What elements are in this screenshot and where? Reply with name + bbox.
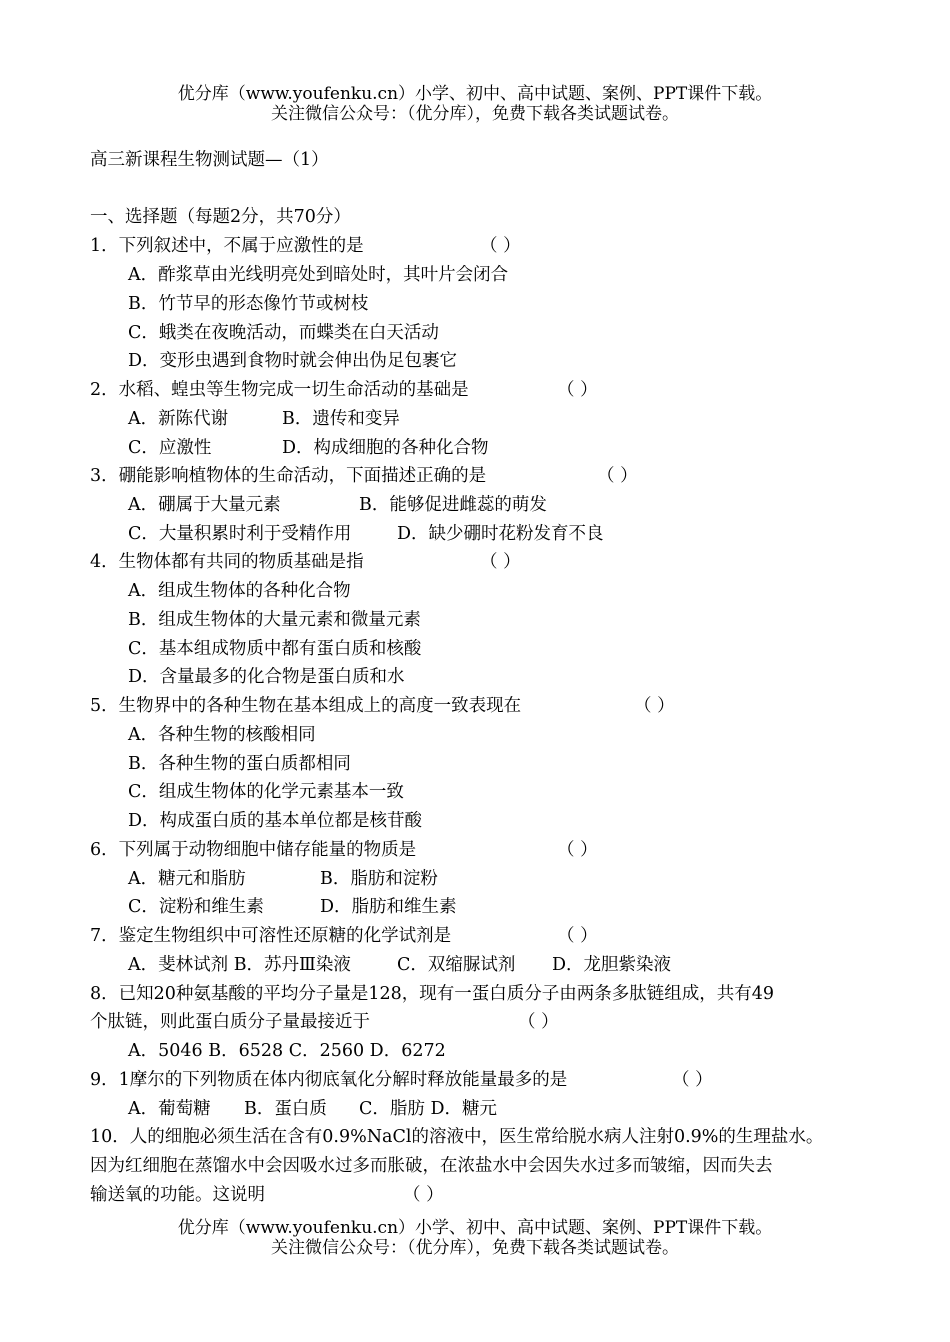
question-8-stem-cont: 个肽链，则此蛋白质分子量最接近于 [90,1012,370,1032]
question-9-stem: 9．1摩尔的下列物质在体内彻底氧化分解时释放能量最多的是 [90,1070,568,1090]
page-title: 高三新课程生物测试题—（1） [90,150,329,170]
answer-blank-9: （ ） [672,1070,713,1090]
question-5-stem: 5．生物界中的各种生物在基本组成上的高度一致表现在 [90,696,522,716]
q4-option-d: D．含量最多的化合物是蛋白质和水 [128,667,405,687]
question-4-stem: 4．生物体都有共同的物质基础是指 [90,552,364,572]
answer-blank-8: （ ） [518,1012,559,1032]
answer-blank-6: （ ） [557,840,598,860]
q7-option-d: D．龙胆紫染液 [552,955,672,975]
q5-option-a: A．各种生物的核酸相同 [128,725,316,745]
q1-option-b: B．竹节早的形态像竹节或树枝 [128,294,369,314]
question-7-stem: 7．鉴定生物组织中可溶性还原糖的化学试剂是 [90,926,452,946]
q4-option-c: C．基本组成物质中都有蛋白质和核酸 [128,639,422,659]
q6-option-b: B．脂肪和淀粉 [320,869,438,889]
q2-option-a: A．新陈代谢 [128,409,229,429]
question-3-stem: 3．硼能影响植物体的生命活动，下面描述正确的是 [90,466,487,486]
answer-blank-7: （ ） [557,926,598,946]
q4-option-b: B．组成生物体的大量元素和微量元素 [128,610,421,630]
question-6-stem: 6．下列属于动物细胞中储存能量的物质是 [90,840,417,860]
answer-blank-2: （ ） [557,380,598,400]
site-header-line2: 关注微信公众号：（优分库），免费下载各类试题试卷。 [271,104,679,124]
q5-option-b: B．各种生物的蛋白质都相同 [128,754,351,774]
q1-option-c: C．蛾类在夜晚活动，而蝶类在白天活动 [128,323,439,343]
question-2-stem: 2．水稻、蝗虫等生物完成一切生命活动的基础是 [90,380,469,400]
site-header-line1: 优分库（www.youfenku.cn）小学、初中、高中试题、案例、PPT课件下载。 [177,84,773,104]
q9-option-b: B．蛋白质 [244,1099,327,1119]
q7-option-c: C．双缩脲试剂 [397,955,516,975]
answer-blank-4: （ ） [480,552,521,572]
q6-option-d: D．脂肪和维生素 [320,897,457,917]
site-footer-line1: 优分库（www.youfenku.cn）小学、初中、高中试题、案例、PPT课件下载。 [177,1218,773,1238]
answer-blank-1: （ ） [480,236,521,256]
q9-option-cd: C．脂肪 D．糖元 [359,1099,497,1119]
q5-option-c: C．组成生物体的化学元素基本一致 [128,782,404,802]
q2-option-b: B．遗传和变异 [282,409,400,429]
question-1-stem: 1．下列叙述中，不属于应激性的是 [90,236,364,256]
q1-option-a: A．酢浆草由光线明亮处到暗处时，其叶片会闭合 [128,265,509,285]
answer-blank-3: （ ） [597,466,638,486]
answer-blank-5: （ ） [634,696,675,716]
q6-option-a: A．糖元和脂肪 [128,869,246,889]
answer-blank-10: （ ） [403,1185,444,1205]
q3-option-c: C．大量积累时利于受精作用 [128,524,352,544]
question-8-stem: 8．已知20种氨基酸的平均分子量是128，现有一蛋白质分子由两条多肽链组成，共有49 [90,984,775,1004]
q7-option-ab: A．斐林试剂 B．苏丹Ⅲ染液 [128,955,351,975]
section-heading: 一、选择题（每题2分，共70分） [90,207,351,227]
q2-option-d: D．构成细胞的各种化合物 [282,438,489,458]
site-footer-line2: 关注微信公众号：（优分库），免费下载各类试题试卷。 [271,1238,679,1258]
q2-option-c: C．应激性 [128,438,212,458]
question-10-stem: 10．人的细胞必须生活在含有0.9%NaCl的溶液中，医生常给脱水病人注射0.9%的生理盐水。 [90,1127,824,1147]
q1-option-d: D．变形虫遇到食物时就会伸出伪足包裹它 [128,351,458,371]
q5-option-d: D．构成蛋白质的基本单位都是核苷酸 [128,811,423,831]
question-10-stem-cont2: 输送氧的功能。这说明 [90,1185,265,1205]
q9-option-a: A．葡萄糖 [128,1099,211,1119]
q4-option-a: A．组成生物体的各种化合物 [128,581,351,601]
q3-option-a: A．硼属于大量元素 [128,495,281,515]
question-10-stem-cont1: 因为红细胞在蒸馏水中会因吸水过多而胀破，在浓盐水中会因失水过多而皱缩，因而失去 [90,1156,773,1176]
q6-option-c: C．淀粉和维生素 [128,897,264,917]
q8-options: A．5046 B．6528 C．2560 D．6272 [128,1041,446,1061]
q3-option-b: B．能够促进雌蕊的萌发 [359,495,547,515]
q3-option-d: D．缺少硼时花粉发育不良 [397,524,604,544]
